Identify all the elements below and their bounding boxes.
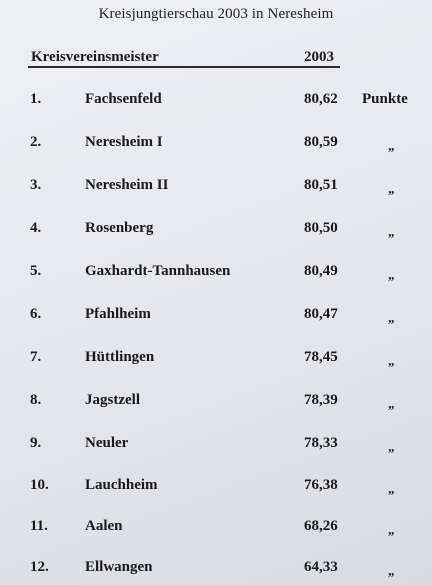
- row-score: 78,45: [304, 349, 338, 365]
- row-score: 80,49: [304, 263, 338, 279]
- row-club-name: Hüttlingen: [85, 349, 155, 365]
- row-rank: 9.: [30, 435, 42, 451]
- table-row: [0, 306, 432, 330]
- row-ditto-mark: „: [388, 563, 395, 578]
- row-score: 68,26: [304, 518, 338, 534]
- table-row: [0, 177, 432, 201]
- row-unit: Punkte: [362, 91, 408, 107]
- row-ditto-mark: „: [388, 481, 395, 496]
- row-ditto-mark: „: [388, 522, 395, 537]
- table-row: [0, 435, 432, 459]
- row-ditto-mark: „: [388, 224, 395, 239]
- row-rank: 8.: [30, 392, 42, 408]
- row-score: 78,33: [304, 435, 338, 451]
- column-header-club: Kreisvereinsmeister: [31, 49, 159, 65]
- row-ditto-mark: „: [388, 439, 395, 454]
- row-rank: 6.: [30, 306, 42, 322]
- row-score: 64,33: [304, 559, 338, 575]
- row-score: 80,59: [304, 134, 338, 150]
- table-row: [0, 559, 432, 583]
- row-score: 80,47: [304, 306, 338, 322]
- row-rank: 11.: [30, 518, 48, 534]
- row-ditto-mark: „: [388, 181, 395, 196]
- row-rank: 10.: [30, 477, 49, 493]
- table-row: [0, 477, 432, 501]
- row-rank: 4.: [30, 220, 42, 236]
- row-club-name: Gaxhardt-Tannhausen: [85, 263, 231, 279]
- table-row: [0, 263, 432, 287]
- row-ditto-mark: „: [388, 267, 395, 282]
- row-club-name: Rosenberg: [85, 220, 154, 236]
- row-club-name: Pfahlheim: [85, 306, 151, 322]
- column-header-year: 2003: [304, 49, 334, 65]
- row-score: 80,50: [304, 220, 338, 236]
- row-score: 78,39: [304, 392, 338, 408]
- row-club-name: Jagstzell: [85, 392, 140, 408]
- row-rank: 5.: [30, 263, 42, 279]
- row-club-name: Fachsenfeld: [85, 91, 162, 107]
- header-underline: [28, 66, 340, 68]
- row-club-name: Ellwangen: [85, 559, 153, 575]
- row-ditto-mark: „: [388, 310, 395, 325]
- row-ditto-mark: „: [388, 353, 395, 368]
- row-ditto-mark: „: [388, 396, 395, 411]
- row-rank: 2.: [30, 134, 42, 150]
- document-title: Kreisjungtierschau 2003 in Neresheim: [98, 6, 334, 22]
- row-score: 80,51: [304, 177, 338, 193]
- row-rank: 3.: [30, 177, 42, 193]
- row-club-name: Lauchheim: [85, 477, 158, 493]
- row-score: 76,38: [304, 477, 338, 493]
- table-row: [0, 220, 432, 244]
- table-row: [0, 518, 432, 542]
- row-club-name: Neresheim I: [85, 134, 163, 150]
- row-rank: 1.: [30, 91, 42, 107]
- row-ditto-mark: „: [388, 138, 395, 153]
- row-club-name: Aalen: [85, 518, 123, 534]
- table-row: [0, 349, 432, 373]
- row-club-name: Neuler: [85, 435, 129, 451]
- row-rank: 7.: [30, 349, 42, 365]
- table-row: [0, 91, 432, 115]
- table-row: [0, 134, 432, 158]
- table-row: [0, 392, 432, 416]
- row-rank: 12.: [30, 559, 49, 575]
- row-score: 80,62: [304, 91, 338, 107]
- row-club-name: Neresheim II: [85, 177, 169, 193]
